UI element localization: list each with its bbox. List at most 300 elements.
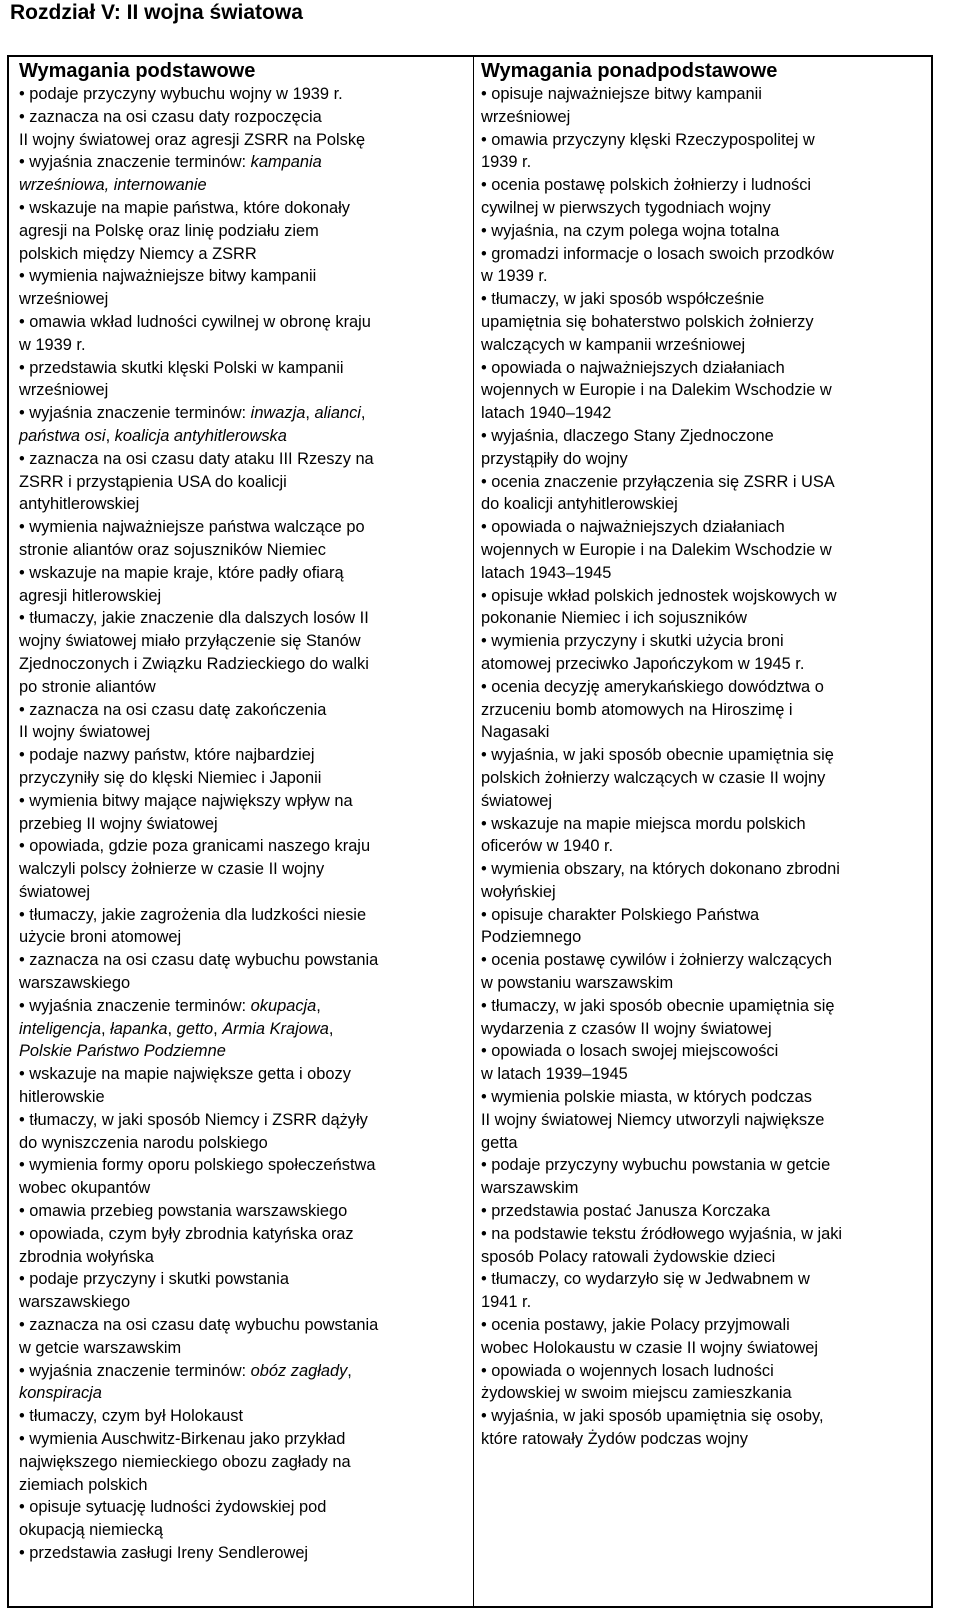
basic-requirement-item-line bbox=[19, 1200, 465, 1223]
advanced-requirements-header: Wymagania ponadpodstawowe bbox=[481, 60, 778, 82]
basic-requirement-item-line bbox=[19, 676, 465, 699]
item-text: • opisuje najważniejsze bitwy kampanii bbox=[481, 85, 762, 103]
item-text: • opisuje charakter Polskiego Państwa bbox=[481, 905, 760, 924]
term-text: koalicja antyhitlerowska bbox=[114, 426, 287, 445]
basic-requirement-item-line bbox=[19, 243, 465, 266]
item-text: • ocenia postawy, jakie Polacy przyjmowali bbox=[481, 1316, 790, 1335]
item-text: II wojny światowej bbox=[19, 723, 151, 742]
basic-requirement-item-line bbox=[19, 425, 465, 448]
item-text: użycie broni atomowej bbox=[19, 928, 182, 947]
basic-requirements-column bbox=[19, 59, 465, 1565]
basic-requirement-item-line bbox=[19, 448, 465, 471]
advanced-requirement-item-line bbox=[481, 1337, 927, 1360]
basic-requirement-item-line bbox=[19, 813, 465, 836]
basic-requirement-item bbox=[19, 1109, 465, 1155]
item-text: do koalicji antyhitlerowskiej bbox=[481, 495, 678, 514]
advanced-requirement-item-line bbox=[481, 858, 927, 881]
advanced-requirement-item-line bbox=[481, 83, 927, 106]
item-text: żydowskiej w swoim miejscu zamieszkania bbox=[481, 1384, 792, 1403]
item-text: • ocenia znaczenie przyłączenia się ZSRR i USA bbox=[481, 472, 835, 491]
item-text: upamiętnia się bohaterstwo polskich żołnierzy bbox=[481, 312, 814, 331]
basic-requirement-item-line bbox=[19, 926, 465, 949]
item-text: • opowiada o losach swojej miejscowości bbox=[481, 1042, 779, 1061]
item-text: • tłumaczy, co wydarzyło się w Jedwabnem w bbox=[481, 1270, 810, 1289]
item-text: pokonanie Niemiec i ich sojuszników bbox=[481, 609, 748, 628]
advanced-requirement-item-line bbox=[481, 744, 927, 767]
basic-requirement-item bbox=[19, 197, 465, 265]
item-text: latach 1940–1942 bbox=[481, 404, 612, 423]
basic-requirement-item-line bbox=[19, 311, 465, 334]
basic-requirement-item bbox=[19, 265, 465, 311]
item-text: zbrodnia wołyńska bbox=[19, 1247, 154, 1266]
item-text: • wymienia obszary, na których dokonano zbrodni bbox=[481, 860, 840, 879]
item-text: • na podstawie tekstu źródłowego wyjaśnia, w jaki bbox=[481, 1224, 843, 1243]
advanced-requirement-item-line bbox=[481, 995, 927, 1018]
advanced-requirement-item-line bbox=[481, 220, 927, 243]
term-text: alianci bbox=[314, 404, 361, 423]
basic-requirement-item-line bbox=[19, 1086, 465, 1109]
basic-requirement-item bbox=[19, 607, 465, 698]
basic-requirement-item-line bbox=[19, 1519, 465, 1542]
basic-requirement-item-line bbox=[19, 1268, 465, 1291]
basic-requirement-item bbox=[19, 357, 465, 403]
item-text: • opowiada o najważniejszych działaniach bbox=[481, 518, 785, 537]
advanced-requirement-item-line bbox=[481, 881, 927, 904]
advanced-requirement-item-line bbox=[481, 243, 927, 266]
basic-requirement-item-line bbox=[19, 379, 465, 402]
basic-requirement-item-line bbox=[19, 220, 465, 243]
term-text: Polskie Państwo Podziemne bbox=[19, 1042, 226, 1061]
term-text: inteligencja bbox=[19, 1019, 102, 1038]
item-text: • wyjaśnia, w jaki sposób obecnie upamiętnia się bbox=[481, 746, 834, 765]
item-text: • wyjaśnia znaczenie terminów: bbox=[19, 153, 251, 172]
item-text: • opowiada, czym były zbrodnia katyńska oraz bbox=[19, 1224, 354, 1243]
item-text: • omawia przebieg powstania warszawskiego bbox=[19, 1202, 348, 1221]
basic-requirement-item bbox=[19, 311, 465, 357]
item-text: • przedstawia postać Janusza Korczaka bbox=[481, 1202, 771, 1221]
item-text: wobec Holokaustu w czasie II wojny światowej bbox=[481, 1338, 819, 1357]
item-text: przyczyniły się do klęski Niemiec i Japonii bbox=[19, 768, 322, 787]
item-text: w getcie warszawskim bbox=[19, 1338, 182, 1357]
basic-requirement-item bbox=[19, 83, 465, 106]
basic-requirement-item-line bbox=[19, 288, 465, 311]
basic-requirement-item-line bbox=[19, 106, 465, 129]
basic-requirement-item bbox=[19, 790, 465, 836]
basic-requirement-item bbox=[19, 1405, 465, 1428]
basic-requirement-item-line bbox=[19, 1405, 465, 1428]
item-text: • tłumaczy, jakie zagrożenia dla ludzkości niesie bbox=[19, 905, 367, 924]
item-text: • wymienia przyczyny i skutki użycia broni bbox=[481, 632, 784, 651]
basic-requirement-item-line bbox=[19, 402, 465, 425]
basic-requirement-item-line bbox=[19, 83, 465, 106]
advanced-requirement-item bbox=[481, 83, 927, 129]
basic-requirement-item-line bbox=[19, 539, 465, 562]
advanced-requirement-item bbox=[481, 995, 927, 1041]
basic-requirement-item bbox=[19, 1360, 465, 1406]
advanced-requirement-item-line bbox=[481, 379, 927, 402]
item-text: największego niemieckiego obozu zagłady na bbox=[19, 1452, 351, 1471]
item-text: po stronie aliantów bbox=[19, 677, 156, 696]
advanced-requirement-item-line bbox=[481, 197, 927, 220]
advanced-requirement-item bbox=[481, 1268, 927, 1314]
basic-requirement-item-line bbox=[19, 858, 465, 881]
item-text: • wymienia polskie miasta, w których podczas bbox=[481, 1088, 812, 1107]
advanced-requirement-item-line bbox=[481, 471, 927, 494]
item-text: walczyli polscy żołnierze w czasie II wojny bbox=[19, 860, 325, 879]
requirements-table bbox=[7, 55, 933, 1608]
basic-requirement-item bbox=[19, 1542, 465, 1565]
basic-requirement-item-line bbox=[19, 1177, 465, 1200]
advanced-requirement-item-line bbox=[481, 699, 927, 722]
item-text: agresji hitlerowskiej bbox=[19, 586, 162, 605]
item-text: • opowiada o najważniejszych działaniach bbox=[481, 358, 785, 377]
advanced-requirement-item-line bbox=[481, 1040, 927, 1063]
advanced-requirement-item-line bbox=[481, 653, 927, 676]
basic-requirement-item bbox=[19, 995, 465, 1063]
advanced-requirement-item bbox=[481, 585, 927, 631]
advanced-requirement-item-line bbox=[481, 151, 927, 174]
item-text: stronie aliantów oraz sojuszników Niemiec bbox=[19, 540, 326, 559]
term-text: konspiracja bbox=[19, 1384, 102, 1403]
item-text: latach 1943–1945 bbox=[481, 563, 612, 582]
basic-requirement-item-line bbox=[19, 129, 465, 152]
item-text: • opowiada, gdzie poza granicami naszego kraju bbox=[19, 837, 371, 856]
advanced-requirement-item-line bbox=[481, 288, 927, 311]
advanced-requirement-item-line bbox=[481, 1291, 927, 1314]
item-text: • opowiada o wojennych losach ludności bbox=[481, 1361, 774, 1380]
basic-requirement-item bbox=[19, 1200, 465, 1223]
item-text: • podaje przyczyny wybuchu wojny w 1939 r. bbox=[19, 85, 343, 103]
basic-requirement-item-line bbox=[19, 174, 465, 197]
basic-requirement-item-line bbox=[19, 744, 465, 767]
basic-requirement-item-line bbox=[19, 493, 465, 516]
advanced-requirement-item-line bbox=[481, 1177, 927, 1200]
basic-requirement-item-line bbox=[19, 653, 465, 676]
basic-requirement-item-line bbox=[19, 151, 465, 174]
basic-requirement-item-line bbox=[19, 1382, 465, 1405]
item-text: • tłumaczy, czym był Holokaust bbox=[19, 1407, 244, 1426]
term-text: inwazja bbox=[250, 404, 306, 423]
item-text: zrzuceniu bomb atomowych na Hiroszimę i bbox=[481, 700, 793, 719]
basic-requirement-item bbox=[19, 1496, 465, 1542]
advanced-requirement-item-line bbox=[481, 1314, 927, 1337]
item-text: • zaznacza na osi czasu daty ataku III Rzeszy na bbox=[19, 449, 374, 468]
item-text: • wymienia bitwy mające największy wpływ na bbox=[19, 791, 353, 810]
basic-requirement-item-line bbox=[19, 516, 465, 539]
page-title: Rozdział V: II wojna światowa bbox=[10, 1, 303, 24]
basic-requirement-item-line bbox=[19, 904, 465, 927]
basic-requirement-item bbox=[19, 744, 465, 790]
item-text: 1939 r. bbox=[481, 153, 532, 172]
basic-requirement-item-line bbox=[19, 1474, 465, 1497]
basic-requirement-item-line bbox=[19, 197, 465, 220]
item-text: • podaje przyczyny i skutki powstania bbox=[19, 1270, 289, 1289]
advanced-requirement-item-line bbox=[481, 949, 927, 972]
item-text: • wyjaśnia znaczenie terminów: bbox=[19, 404, 251, 423]
basic-requirement-item bbox=[19, 516, 465, 562]
advanced-requirement-item bbox=[481, 243, 927, 289]
basic-requirement-item-line bbox=[19, 585, 465, 608]
advanced-requirement-item-line bbox=[481, 1360, 927, 1383]
advanced-requirement-item-line bbox=[481, 607, 927, 630]
advanced-requirement-item-line bbox=[481, 767, 927, 790]
item-text: , bbox=[347, 1361, 352, 1380]
item-text: , bbox=[167, 1019, 177, 1038]
item-text: • wyjaśnia znaczenie terminów: bbox=[19, 1361, 251, 1380]
advanced-requirement-item-line bbox=[481, 972, 927, 995]
item-text: • ocenia decyzję amerykańskiego dowództwa o bbox=[481, 677, 824, 696]
basic-requirement-item bbox=[19, 402, 465, 448]
item-text: II wojny światowej Niemcy utworzyli największe bbox=[481, 1110, 825, 1129]
advanced-requirement-item-line bbox=[481, 1132, 927, 1155]
advanced-requirement-item-line bbox=[481, 174, 927, 197]
item-text: okupacją niemiecką bbox=[19, 1521, 163, 1540]
basic-requirement-item bbox=[19, 151, 465, 197]
basic-requirement-item-line bbox=[19, 630, 465, 653]
item-text: agresji na Polskę oraz linię podziału ziem bbox=[19, 221, 319, 240]
basic-requirement-item-line bbox=[19, 1360, 465, 1383]
advanced-requirement-item-line bbox=[481, 1063, 927, 1086]
item-text: • wskazuje na mapie największe getta i obozy bbox=[19, 1065, 351, 1084]
advanced-requirement-item bbox=[481, 1223, 927, 1269]
item-text: • zaznacza na osi czasu datę zakończenia bbox=[19, 700, 327, 719]
advanced-requirement-item-line bbox=[481, 1086, 927, 1109]
item-text: wobec okupantów bbox=[19, 1179, 151, 1198]
item-text: ZSRR i przystąpienia USA do koalicji bbox=[19, 472, 287, 491]
advanced-requirement-item-line bbox=[481, 926, 927, 949]
item-text: Nagasaki bbox=[481, 723, 550, 742]
basic-requirement-item-line bbox=[19, 949, 465, 972]
item-text: w powstaniu warszawskim bbox=[481, 974, 674, 993]
item-text: wrześniowej bbox=[19, 290, 109, 309]
advanced-requirement-item bbox=[481, 1360, 927, 1406]
advanced-requirement-item bbox=[481, 288, 927, 356]
item-text: w latach 1939–1945 bbox=[481, 1065, 628, 1084]
basic-requirement-item-line bbox=[19, 471, 465, 494]
item-text: , bbox=[101, 1019, 111, 1038]
advanced-requirement-item bbox=[481, 949, 927, 995]
basic-requirement-item bbox=[19, 106, 465, 152]
basic-requirement-item-line bbox=[19, 357, 465, 380]
advanced-requirement-item-line bbox=[481, 357, 927, 380]
item-text: oficerów w 1940 r. bbox=[481, 837, 614, 856]
item-text: hitlerowskie bbox=[19, 1088, 105, 1107]
advanced-requirement-item-line bbox=[481, 106, 927, 129]
item-text: • tłumaczy, w jaki sposób współcześnie bbox=[481, 290, 765, 309]
item-text: • tłumaczy, jakie znaczenie dla dalszych losów II bbox=[19, 609, 369, 628]
basic-requirement-item-line bbox=[19, 1291, 465, 1314]
advanced-requirement-item bbox=[481, 129, 927, 175]
advanced-requirement-item-line bbox=[481, 1405, 927, 1428]
basic-requirement-item-line bbox=[19, 265, 465, 288]
advanced-requirement-item bbox=[481, 516, 927, 584]
item-text: wrześniowej bbox=[19, 381, 109, 400]
basic-requirement-item bbox=[19, 1314, 465, 1360]
basic-requirement-item-line bbox=[19, 1337, 465, 1360]
item-text: • wymienia najważniejsze państwa walczące po bbox=[19, 518, 365, 537]
basic-requirement-item-line bbox=[19, 1040, 465, 1063]
column-divider bbox=[473, 57, 474, 1606]
item-text: • podaje nazwy państw, które najbardziej bbox=[19, 746, 315, 765]
basic-requirement-item-line bbox=[19, 699, 465, 722]
item-text: • wyjaśnia, w jaki sposób upamiętnia się osoby, bbox=[481, 1407, 824, 1426]
basic-requirement-item bbox=[19, 1223, 465, 1269]
basic-requirement-item-line bbox=[19, 1018, 465, 1041]
item-text: światowej bbox=[19, 882, 91, 901]
basic-requirement-item-line bbox=[19, 1496, 465, 1519]
advanced-requirement-item-line bbox=[481, 1223, 927, 1246]
advanced-requirement-item-line bbox=[481, 265, 927, 288]
advanced-requirement-item-line bbox=[481, 721, 927, 744]
advanced-requirement-item bbox=[481, 1405, 927, 1451]
basic-requirement-item-line bbox=[19, 1154, 465, 1177]
advanced-requirement-item-line bbox=[481, 402, 927, 425]
basic-requirement-item-line bbox=[19, 1109, 465, 1132]
basic-requirement-item-line bbox=[19, 1314, 465, 1337]
item-text: • ocenia postawę polskich żołnierzy i ludności bbox=[481, 176, 812, 195]
item-text: polskich między Niemcy a ZSRR bbox=[19, 244, 257, 263]
item-text: • tłumaczy, w jaki sposób obecnie upamiętnia się bbox=[481, 996, 835, 1015]
basic-requirement-item-line bbox=[19, 607, 465, 630]
basic-requirement-item bbox=[19, 562, 465, 608]
advanced-requirement-item-line bbox=[481, 1382, 927, 1405]
basic-requirement-item-line bbox=[19, 835, 465, 858]
item-text: • omawia wkład ludności cywilnej w obronę kraju bbox=[19, 312, 371, 331]
item-text: , bbox=[105, 426, 115, 445]
advanced-requirement-item-line bbox=[481, 835, 927, 858]
advanced-requirement-item-line bbox=[481, 676, 927, 699]
advanced-requirement-item-line bbox=[481, 311, 927, 334]
item-text: światowej bbox=[481, 791, 553, 810]
item-text: • opisuje sytuację ludności żydowskiej pod bbox=[19, 1498, 327, 1517]
basic-requirement-item-line bbox=[19, 972, 465, 995]
advanced-requirements-column bbox=[481, 59, 927, 1451]
basic-requirement-item bbox=[19, 1268, 465, 1314]
basic-requirement-item-line bbox=[19, 1451, 465, 1474]
item-text: • przedstawia skutki klęski Polski w kampanii bbox=[19, 358, 344, 377]
basic-requirement-item bbox=[19, 448, 465, 516]
advanced-requirement-item-line bbox=[481, 1246, 927, 1269]
item-text: , bbox=[213, 1019, 223, 1038]
advanced-requirement-item-line bbox=[481, 630, 927, 653]
basic-requirements-header: Wymagania podstawowe bbox=[19, 60, 256, 82]
advanced-requirement-item-line bbox=[481, 790, 927, 813]
term-text: Armia Krajowa bbox=[222, 1019, 329, 1038]
advanced-requirement-item-line bbox=[481, 334, 927, 357]
basic-requirement-item bbox=[19, 949, 465, 995]
term-text: okupacja bbox=[250, 996, 317, 1015]
term-text: wrześniowa, internowanie bbox=[19, 176, 207, 195]
item-text: warszawskiego bbox=[19, 1293, 131, 1312]
advanced-requirement-item bbox=[481, 174, 927, 220]
term-text: obóz zagłady bbox=[250, 1361, 348, 1380]
item-text: w 1939 r. bbox=[19, 335, 86, 354]
advanced-requirement-item bbox=[481, 630, 927, 676]
item-text: • wyjaśnia, na czym polega wojna totalna bbox=[481, 221, 780, 240]
basic-requirement-item-line bbox=[19, 995, 465, 1018]
item-text: • opisuje wkład polskich jednostek wojskowych w bbox=[481, 586, 837, 605]
basic-requirements-list bbox=[19, 83, 465, 1565]
item-text: • wskazuje na mapie kraje, które padły ofiarą bbox=[19, 563, 344, 582]
advanced-requirement-item-line bbox=[481, 1018, 927, 1041]
advanced-requirement-item-line bbox=[481, 516, 927, 539]
advanced-requirement-item-line bbox=[481, 448, 927, 471]
item-text: Zjednoczonych i Związku Radzieckiego do walki bbox=[19, 654, 369, 673]
item-text: Podziemnego bbox=[481, 928, 582, 947]
basic-requirement-item bbox=[19, 699, 465, 745]
item-text: • wymienia formy oporu polskiego społeczeństwa bbox=[19, 1156, 376, 1175]
item-text: które ratowały Żydów podczas wojny bbox=[481, 1430, 748, 1449]
item-text: • wymienia Auschwitz-Birkenau jako przykład bbox=[19, 1430, 346, 1449]
item-text: II wojny światowej oraz agresji ZSRR na Polskę bbox=[19, 130, 366, 149]
item-text: antyhitlerowskiej bbox=[19, 495, 140, 514]
advanced-requirement-item bbox=[481, 744, 927, 812]
advanced-requirement-item-line bbox=[481, 1200, 927, 1223]
advanced-requirement-item-line bbox=[481, 1154, 927, 1177]
item-text: • wyjaśnia, dlaczego Stany Zjednoczone bbox=[481, 426, 774, 445]
advanced-requirement-item-line bbox=[481, 904, 927, 927]
advanced-requirement-item-line bbox=[481, 562, 927, 585]
basic-requirement-item-line bbox=[19, 790, 465, 813]
item-text: walczących w kampanii wrześniowej bbox=[481, 335, 746, 354]
item-text: przystąpiły do wojny bbox=[481, 449, 628, 468]
item-text: • zaznacza na osi czasu daty rozpoczęcia bbox=[19, 107, 322, 126]
advanced-requirement-item bbox=[481, 425, 927, 471]
basic-requirement-item bbox=[19, 1154, 465, 1200]
item-text: warszawskim bbox=[481, 1179, 579, 1198]
item-text: • przedstawia zasługi Ireny Sendlerowej bbox=[19, 1544, 309, 1562]
item-text: wojennych w Europie i na Dalekim Wschodzie w bbox=[481, 540, 832, 559]
item-text: do wyniszczenia narodu polskiego bbox=[19, 1133, 268, 1152]
item-text: • tłumaczy, w jaki sposób Niemcy i ZSRR dążyły bbox=[19, 1110, 368, 1129]
term-text: łapanka bbox=[110, 1019, 168, 1038]
term-text: kampania bbox=[250, 153, 322, 172]
item-text: • zaznacza na osi czasu datę wybuchu powstania bbox=[19, 951, 379, 970]
basic-requirement-item-line bbox=[19, 1063, 465, 1086]
item-text: • wskazuje na mapie miejsca mordu polskich bbox=[481, 814, 806, 833]
item-text: cywilnej w pierwszych tygodniach wojny bbox=[481, 198, 771, 217]
advanced-requirement-item bbox=[481, 904, 927, 950]
term-text: getto bbox=[176, 1019, 214, 1038]
advanced-requirement-item bbox=[481, 471, 927, 517]
basic-requirement-item-line bbox=[19, 1542, 465, 1565]
advanced-requirement-item bbox=[481, 357, 927, 425]
advanced-requirement-item bbox=[481, 1200, 927, 1223]
basic-requirement-item bbox=[19, 904, 465, 950]
advanced-requirement-item-line bbox=[481, 585, 927, 608]
basic-requirement-item-line bbox=[19, 334, 465, 357]
advanced-requirement-item bbox=[481, 220, 927, 243]
item-text: • gromadzi informacje o losach swoich przodków bbox=[481, 244, 834, 263]
item-text: wojny światowej miało przyłączenie się Stanów bbox=[19, 632, 361, 651]
advanced-requirement-item bbox=[481, 1154, 927, 1200]
item-text: • omawia przyczyny klęski Rzeczypospolitej w bbox=[481, 130, 815, 149]
basic-requirement-item-line bbox=[19, 1246, 465, 1269]
item-text: polskich żołnierzy walczących w czasie II wojny bbox=[481, 768, 826, 787]
basic-requirement-item-line bbox=[19, 1132, 465, 1155]
advanced-requirement-item-line bbox=[481, 493, 927, 516]
item-text: wołyńskiej bbox=[481, 882, 556, 901]
item-text: wydarzenia z czasów II wojny światowej bbox=[481, 1019, 772, 1038]
item-text: , bbox=[316, 996, 321, 1015]
advanced-requirement-item bbox=[481, 1040, 927, 1086]
basic-requirement-item-line bbox=[19, 767, 465, 790]
item-text: w 1939 r. bbox=[481, 267, 548, 286]
advanced-requirement-item-line bbox=[481, 425, 927, 448]
basic-requirement-item-line bbox=[19, 881, 465, 904]
advanced-requirement-item-line bbox=[481, 1428, 927, 1451]
advanced-requirement-item bbox=[481, 676, 927, 744]
